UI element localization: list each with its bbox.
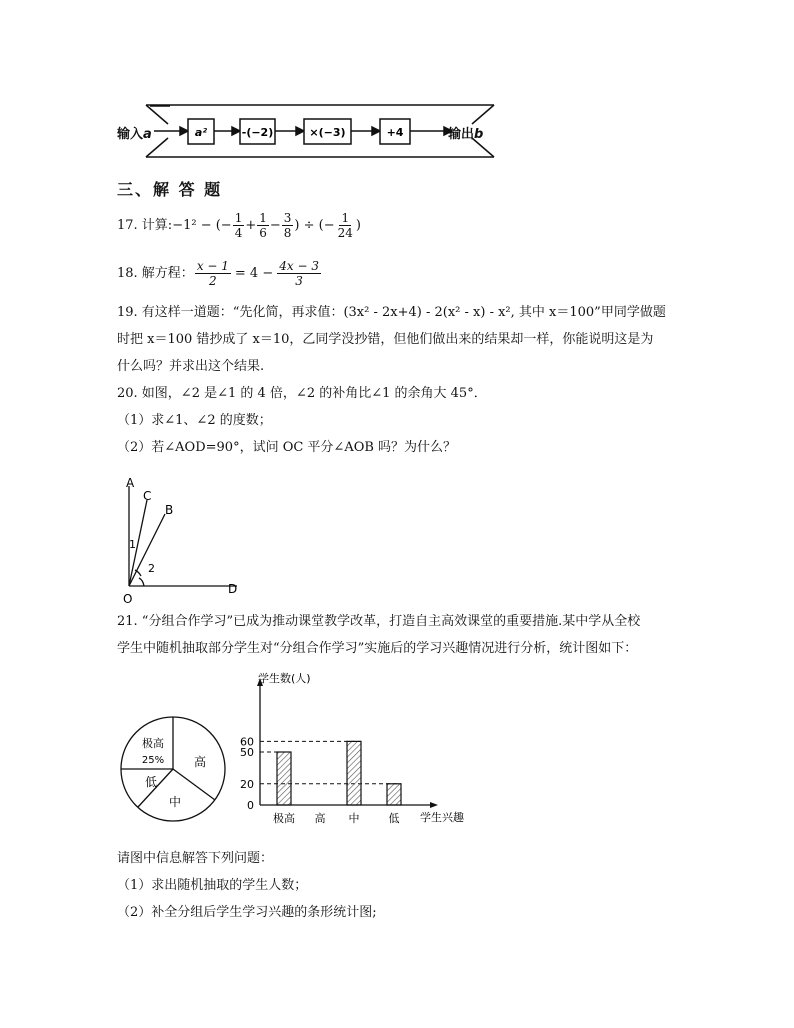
q17-frac-3-den: 8 — [283, 225, 292, 240]
q18-right-frac — [277, 259, 321, 288]
q20-sub-2: （2）若∠AOD=90°，试问 OC 平分∠AOB 吗？为什么？ — [117, 440, 457, 455]
q17-frac-4-den: 24 — [337, 225, 353, 240]
q17-frac-2 — [257, 211, 269, 240]
q17-plus: + — [245, 217, 257, 233]
q17-frac-2-den: 6 — [259, 225, 267, 240]
y-tick-60: 60 — [240, 735, 254, 749]
q21-prompt: 请图中信息解答下列问题： — [117, 851, 274, 866]
q20-line-1: 20. 如图，∠2 是∠1 的 4 倍，∠2 的补角比∠1 的余角大 45°． — [117, 386, 487, 401]
angle-figure — [115, 472, 255, 608]
y-axis-label: 学生数(人) — [258, 672, 311, 685]
q17-frac-3-num: 3 — [283, 210, 292, 225]
bar-chart — [236, 670, 466, 830]
flow-output — [448, 123, 483, 142]
pie-label-high: 高 — [193, 755, 207, 769]
q17-frac-2-num: 1 — [259, 210, 267, 225]
q19-line-1: 19. 有这样一道题：“先化简，再求值：(3x² - 2x+4) - 2(x² - x) - x², 其中 x＝100”甲同学做题 — [117, 305, 666, 320]
bar-2 — [347, 741, 361, 805]
pie-label-very-high-percent: 25% — [141, 755, 165, 766]
x-tick-3: 低 — [388, 812, 400, 825]
label-angle-2: 2 — [148, 562, 155, 575]
bar-0 — [277, 752, 291, 805]
q17-prefix: 17. 计算: — [117, 217, 173, 233]
q21-sub-2: （2）补全分组后学生学习兴趣的条形统计图; — [117, 905, 377, 920]
q17-frac-4 — [336, 211, 355, 240]
q18-left-frac — [195, 259, 231, 288]
y-tick-0: 0 — [247, 799, 254, 812]
x-tick-1: 高 — [314, 812, 326, 825]
bar-3 — [387, 784, 401, 805]
q17-div: ) ÷ (− — [294, 217, 335, 233]
q17-frac-3 — [282, 211, 294, 240]
y-tick-20: 20 — [240, 777, 254, 791]
q18-right-num: 4x − 3 — [279, 258, 319, 273]
q21-sub-1: （1）求出随机抽取的学生人数； — [117, 878, 308, 893]
x-tick-2: 中 — [348, 812, 360, 825]
flow-output-label: 输出 — [448, 127, 475, 142]
pie-chart — [118, 714, 230, 826]
x-axis-label: 学生兴趣 — [420, 811, 464, 824]
q18-left-num: x − 1 — [196, 258, 229, 273]
flow-box-3-label: ×(−3) — [309, 126, 346, 139]
q17-close: ) — [355, 217, 361, 233]
flow-box-4-label: +4 — [386, 126, 404, 139]
q20-sub-1: （1）求∠1、∠2 的度数； — [117, 413, 272, 428]
flow-input-label: 输入 — [117, 127, 144, 142]
y-tick-50: 50 — [240, 746, 254, 759]
q17-frac-1-den: 4 — [234, 225, 243, 240]
label-a: A — [126, 476, 135, 490]
q17-frac-1-num: 1 — [234, 210, 243, 225]
flow-output-var: b — [474, 127, 484, 142]
flow-input — [117, 123, 152, 142]
q19-line-2: 时把 x＝100 错抄成了 x＝10，乙同学没抄错，但他们做出来的结果却一样，你能说明这是为 — [117, 332, 654, 347]
q18-mid: = 4 − — [234, 265, 274, 281]
label-c: C — [143, 489, 152, 503]
q18-prefix: 18. 解方程： — [117, 265, 194, 281]
section-title: 三、解 答 题 — [117, 180, 223, 199]
question-18 — [117, 253, 322, 293]
pie-label-low: 低 — [144, 775, 158, 789]
label-d: D — [228, 582, 238, 596]
q18-left-den: 2 — [209, 273, 217, 288]
label-o: O — [123, 592, 133, 606]
q18-right-den: 3 — [295, 273, 303, 288]
label-b: B — [165, 503, 174, 517]
q17-minus: − — [269, 217, 281, 233]
q21-line-1: 21. “分组合作学习”已成为推动课堂教学改革，打造自主高效课堂的重要措施.某中学从全校 — [117, 614, 641, 629]
label-angle-1: 1 — [129, 538, 136, 551]
flow-input-var: a — [143, 127, 152, 142]
flow-box-2-label: -(−2) — [241, 126, 274, 139]
q17-frac-4-num: 1 — [341, 210, 350, 225]
q17-lead: −1² − (− — [172, 217, 232, 233]
q19-line-3: 什么吗？并求出这个结果. — [117, 359, 265, 374]
pie-label-very-high: 极高 — [142, 737, 164, 750]
q17-frac-1 — [233, 211, 245, 240]
x-axis-arrow — [430, 802, 438, 808]
question-17 — [117, 205, 361, 245]
flow-box-1-label: a² — [194, 126, 208, 139]
q21-line-2: 学生中随机抽取部分学生对“分组合作学习”实施后的学习兴趣情况进行分析，统计图如下： — [117, 641, 638, 656]
angle-2-arc — [139, 578, 144, 586]
x-tick-0: 极高 — [273, 812, 295, 825]
pie-label-medium: 中 — [168, 795, 182, 809]
